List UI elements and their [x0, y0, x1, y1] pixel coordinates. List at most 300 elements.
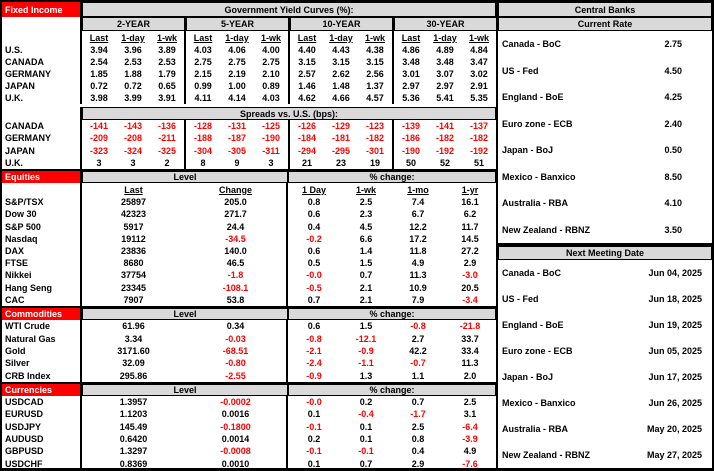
- pct-cell: 16.1: [461, 197, 479, 208]
- pct-cell: 33.4: [461, 346, 479, 357]
- bank-name: England - BoE: [502, 92, 564, 103]
- commodity-row: [2, 357, 496, 369]
- index-label: CAC: [2, 294, 82, 306]
- equity-row: [2, 282, 496, 294]
- yield-cell: 4.11: [194, 93, 212, 103]
- current-rate-list: [498, 31, 712, 243]
- col-1yr: 1-yr: [461, 184, 479, 195]
- yield-cell: 1.37: [366, 81, 384, 91]
- spread-cell: -324: [123, 145, 142, 156]
- spread-cell: -141: [89, 121, 108, 132]
- bank-rate-row: [498, 58, 712, 85]
- yield-cell: 3.48: [402, 57, 420, 67]
- bank-name: New Zealand - RBNZ: [502, 224, 591, 235]
- yield-cell: 3.89: [158, 45, 176, 55]
- bank-meeting-row: [498, 442, 712, 468]
- equities-pct-header: % change:: [288, 171, 496, 183]
- currency-row: [2, 433, 496, 445]
- change-cell: 271.7: [185, 208, 288, 220]
- yield-cell: 2.56: [366, 69, 384, 79]
- currency-row: [2, 458, 496, 470]
- index-label: Nasdaq: [2, 233, 82, 245]
- pct-cell: 1.3: [359, 370, 373, 381]
- markets-table: [2, 2, 496, 468]
- level-cell: 7907: [123, 294, 144, 305]
- pct-cell: -0.2: [306, 233, 322, 244]
- level-cell: 61.96: [122, 321, 145, 332]
- yield-cell: 4.03: [194, 45, 212, 55]
- col-last: Last: [124, 184, 143, 195]
- commodity-row: [2, 320, 496, 332]
- bank-name: Australia - RBA: [502, 424, 569, 434]
- yield-cell: 3.07: [436, 69, 454, 79]
- bank-name: Japan - BoJ: [502, 372, 554, 382]
- equity-row: [2, 257, 496, 269]
- equity-row: [2, 220, 496, 232]
- yield-cell: 3.01: [402, 69, 420, 79]
- yield-cell: 2.97: [402, 81, 420, 91]
- index-label: FTSE: [2, 257, 82, 269]
- pct-cell: -0.4: [358, 409, 374, 420]
- yield-cell: 4.84: [470, 45, 488, 55]
- section-header-commodities: Commodities: [2, 308, 82, 320]
- bank-name: New Zealand - RBNZ: [502, 450, 591, 460]
- pct-cell: 0.4: [307, 221, 321, 232]
- spread-cell: -301: [365, 145, 384, 156]
- equity-row: [2, 245, 496, 257]
- index-label: DAX: [2, 245, 82, 257]
- spread-cell: -190: [261, 133, 280, 144]
- bank-meeting-row: [498, 312, 712, 338]
- meeting-date: Jun 19, 2025: [648, 320, 702, 330]
- pct-cell: 2.1: [359, 282, 373, 293]
- pct-cell: 0.4: [411, 446, 425, 457]
- col-change: Change: [218, 184, 252, 195]
- index-label: Hang Seng: [2, 282, 82, 294]
- bank-rate-row: [498, 190, 712, 217]
- level-cell: 0.6420: [119, 434, 148, 445]
- meeting-date: Jun 18, 2025: [648, 294, 702, 304]
- change-cell: 53.8: [185, 294, 288, 306]
- yield-cell: 5.36: [402, 93, 420, 103]
- yield-cell: 5.41: [436, 93, 454, 103]
- yield-cell: 4.89: [436, 45, 454, 55]
- pct-cell: 0.2: [307, 434, 321, 445]
- pct-cell: 2.5: [411, 421, 425, 432]
- bank-meeting-row: [498, 286, 712, 312]
- pct-cell: 42.2: [409, 346, 427, 357]
- pct-cell: 4.9: [463, 446, 477, 457]
- yield-cell: 4.57: [366, 93, 384, 103]
- spread-cell: -325: [157, 145, 176, 156]
- currency-pair-label: USDJPY: [2, 421, 82, 433]
- bank-name: England - BoE: [502, 320, 564, 330]
- pct-cell: 4.5: [359, 221, 373, 232]
- bank-rate: 2.75: [664, 39, 682, 50]
- commodity-rows: [2, 320, 496, 382]
- spread-cell: 21: [301, 157, 312, 168]
- commodity-label: Natural Gas: [2, 332, 82, 344]
- spread-cell: -184: [297, 133, 316, 144]
- change-cell: -34.5: [185, 233, 288, 245]
- currencies-level-header: Level: [82, 384, 288, 396]
- pct-cell: 6.6: [359, 233, 373, 244]
- equities-level-header: Level: [82, 171, 288, 183]
- yield-cell: 4.40: [298, 45, 316, 55]
- yield-cell: 2.19: [228, 69, 246, 79]
- subheader-group: Last 1-day 1-wk: [401, 32, 489, 43]
- spread-cell: -141: [435, 121, 454, 132]
- spread-cell: -139: [401, 121, 420, 132]
- spread-cell: -311: [262, 145, 280, 156]
- index-label: Dow 30: [2, 208, 82, 220]
- spread-cell: -181: [331, 133, 350, 144]
- level-cell: 0.8369: [119, 458, 148, 469]
- pct-cell: -0.0: [306, 397, 322, 408]
- bank-name: Mexico - Banxico: [502, 171, 576, 182]
- pct-cell: 11.7: [461, 221, 479, 232]
- yield-cell: 1.88: [124, 69, 142, 79]
- bank-rate: 0.50: [664, 145, 682, 156]
- spread-cell: -192: [469, 145, 488, 156]
- pct-cell: 0.6: [307, 321, 321, 332]
- yield-cell: 2.75: [262, 57, 280, 67]
- level-cell: 8680: [123, 258, 144, 269]
- yield-cell: 3.96: [124, 45, 142, 55]
- col-group-10year: 10-YEAR: [290, 17, 394, 31]
- central-banks-title: Central Banks: [498, 2, 712, 17]
- spread-cell: -128: [193, 121, 212, 132]
- spread-cell: -182: [365, 133, 384, 144]
- bank-name: Japan - BoJ: [502, 145, 554, 156]
- yield-rows: [2, 44, 496, 104]
- meeting-date: May 20, 2025: [646, 424, 702, 434]
- change-cell: -108.1: [185, 282, 288, 294]
- level-cell: 19112: [121, 233, 146, 244]
- pct-cell: -0.9: [306, 370, 322, 381]
- next-meeting-header: Next Meeting Date: [498, 246, 712, 260]
- pct-cell: 6.7: [411, 209, 425, 220]
- change-cell: -0.0002: [185, 396, 288, 408]
- country-label: GERMANY: [2, 68, 82, 80]
- pct-cell: -0.0: [306, 270, 322, 281]
- country-label: JAPAN: [2, 80, 82, 92]
- bank-name: Canada - BoC: [502, 39, 562, 50]
- spread-cell: -129: [331, 121, 350, 132]
- pct-cell: 6.2: [463, 209, 477, 220]
- pct-cell: -21.8: [459, 321, 481, 332]
- spread-row: [2, 120, 496, 132]
- bank-rate-row: [498, 137, 712, 164]
- spread-cell: -182: [435, 133, 454, 144]
- currencies-pct-header: % change:: [288, 384, 496, 396]
- yield-cell: 5.35: [470, 93, 488, 103]
- spread-cell: 52: [439, 157, 450, 168]
- central-banks-panel: [498, 2, 712, 468]
- currency-pair-label: USDCHF: [2, 458, 82, 470]
- level-cell: 37754: [120, 270, 147, 281]
- currency-pair-label: GBPUSD: [2, 445, 82, 457]
- bank-meeting-row: [498, 364, 712, 390]
- yield-cell: 1.85: [90, 69, 108, 79]
- pct-cell: 2.5: [359, 197, 373, 208]
- bank-meeting-row: [498, 338, 712, 364]
- commodity-row: [2, 370, 496, 382]
- bank-rate: 4.10: [664, 198, 682, 209]
- spread-cell: -190: [401, 145, 420, 156]
- bank-rate-row: [498, 31, 712, 58]
- bank-name: Canada - BoC: [502, 268, 562, 278]
- change-cell: -2.55: [185, 370, 288, 382]
- change-cell: 46.5: [185, 257, 288, 269]
- yield-cell: 1.46: [298, 81, 316, 91]
- currency-row: [2, 445, 496, 457]
- level-cell: 1.1203: [119, 409, 148, 420]
- pct-cell: 0.7: [359, 270, 373, 281]
- yield-row: [2, 68, 496, 80]
- currency-row: [2, 396, 496, 408]
- yield-cell: 0.99: [194, 81, 212, 91]
- yield-cell: 1.79: [158, 69, 176, 79]
- yield-cell: 0.72: [90, 81, 108, 91]
- pct-cell: -3.9: [462, 434, 478, 445]
- spread-cell: -186: [401, 133, 420, 144]
- yield-row: [2, 56, 496, 68]
- change-cell: 0.0014: [185, 433, 288, 445]
- level-cell: 295.86: [119, 370, 148, 381]
- pct-cell: -0.1: [306, 446, 322, 457]
- meeting-date: Jun 26, 2025: [648, 398, 702, 408]
- current-rate-header: Current Rate: [498, 17, 712, 31]
- country-label: U.S.: [2, 44, 82, 56]
- yield-cell: 2.54: [90, 57, 108, 67]
- pct-cell: 0.1: [307, 458, 321, 469]
- bank-meeting-row: [498, 416, 712, 442]
- pct-cell: 7.4: [411, 197, 425, 208]
- commodity-label: Gold: [2, 345, 82, 357]
- yield-cell: 2.10: [262, 69, 280, 79]
- spread-cell: 3: [96, 157, 102, 168]
- level-cell: 1.3297: [119, 446, 148, 457]
- currency-row: [2, 421, 496, 433]
- bank-rate: 2.40: [664, 118, 682, 129]
- pct-cell: 33.7: [461, 333, 479, 344]
- equity-row: [2, 294, 496, 306]
- next-meeting-list: [498, 260, 712, 468]
- empty-label-cell: [2, 107, 82, 120]
- spread-cell: -323: [89, 145, 108, 156]
- pct-cell: -0.8: [410, 321, 426, 332]
- yield-cell: 2.62: [332, 69, 350, 79]
- spread-cell: 3: [268, 157, 274, 168]
- meeting-date: Jun 05, 2025: [648, 346, 702, 356]
- pct-cell: -3.4: [462, 294, 478, 305]
- yield-cell: 2.57: [298, 69, 316, 79]
- commodities-header-row: [2, 306, 496, 320]
- pct-cell: 1.5: [359, 321, 373, 332]
- pct-cell: 27.2: [461, 245, 479, 256]
- equity-rows: [2, 196, 496, 306]
- pct-cell: 2.7: [411, 333, 425, 344]
- change-cell: -0.80: [185, 357, 288, 369]
- yield-cell: 4.38: [366, 45, 384, 55]
- bank-meeting-row: [498, 260, 712, 286]
- pct-cell: -0.7: [410, 358, 426, 369]
- col-group-2year: 2-YEAR: [82, 17, 186, 31]
- yield-cell: 0.72: [124, 81, 142, 91]
- spread-cell: 51: [473, 157, 484, 168]
- yield-row: [2, 80, 496, 92]
- equity-row: [2, 269, 496, 281]
- pct-cell: 2.3: [359, 209, 373, 220]
- yield-cell: 3.15: [298, 57, 316, 67]
- currency-pair-label: EURUSD: [2, 408, 82, 420]
- col-1mo: 1-mo: [407, 184, 429, 195]
- spread-row: [2, 157, 496, 169]
- pct-cell: 2.0: [463, 370, 477, 381]
- col-1day: 1-day: [121, 32, 145, 43]
- commodity-row: [2, 345, 496, 357]
- pct-cell: 0.6: [307, 209, 321, 220]
- country-label: U.K.: [2, 157, 82, 169]
- currency-pair-label: AUDUSD: [2, 433, 82, 445]
- pct-cell: -3.0: [462, 270, 478, 281]
- pct-cell: -1.7: [410, 409, 426, 420]
- yield-cell: 3.98: [90, 93, 108, 103]
- spread-cell: -137: [469, 121, 488, 132]
- bank-rate: 4.50: [664, 65, 682, 76]
- maturity-header-row: [2, 17, 496, 31]
- spread-cell: 23: [335, 157, 346, 168]
- commodity-label: Silver: [2, 357, 82, 369]
- change-cell: -68.51: [185, 345, 288, 357]
- section-header-fixed-income: Fixed Income: [2, 2, 82, 17]
- pct-cell: 0.7: [411, 397, 425, 408]
- yield-subheader-row: [2, 31, 496, 44]
- yield-cell: 1.48: [332, 81, 350, 91]
- bank-name: US - Fed: [502, 294, 539, 304]
- col-1wk: 1-wk: [156, 32, 177, 43]
- pct-cell: -0.1: [306, 421, 322, 432]
- pct-cell: 17.2: [409, 233, 427, 244]
- pct-cell: -0.9: [358, 346, 374, 357]
- col-last: Last: [89, 32, 109, 43]
- bank-meeting-row: [498, 390, 712, 416]
- spread-cell: 50: [405, 157, 416, 168]
- spread-cell: -211: [158, 133, 176, 144]
- pct-cell: 0.5: [307, 258, 321, 269]
- yield-cell: 4.43: [332, 45, 350, 55]
- pct-cell: 3.1: [463, 409, 477, 420]
- index-label: S&P 500: [2, 220, 82, 232]
- pct-cell: 12.2: [409, 221, 427, 232]
- spread-rows: [2, 120, 496, 169]
- yield-cell: 0.65: [158, 81, 176, 91]
- section-header-currencies: Currencies: [2, 384, 82, 396]
- level-cell: 3.34: [124, 333, 143, 344]
- level-cell: 145.49: [119, 421, 148, 432]
- currency-row: [2, 408, 496, 420]
- spreads-header-row: [2, 107, 496, 120]
- meeting-date: Jun 17, 2025: [648, 372, 702, 382]
- pct-cell: -0.8: [306, 333, 322, 344]
- yield-cell: 3.94: [90, 45, 108, 55]
- bank-rate: 8.50: [664, 171, 682, 182]
- yield-cell: 2.91: [470, 81, 488, 91]
- level-cell: 1.3957: [119, 397, 148, 408]
- level-cell: 42323: [120, 209, 147, 220]
- spread-cell: -294: [297, 145, 316, 156]
- bank-name: Mexico - Banxico: [502, 398, 576, 408]
- change-cell: -0.03: [185, 332, 288, 344]
- equities-subheader-row: [2, 183, 496, 196]
- empty-label-cell: [2, 183, 82, 196]
- spread-cell: -126: [297, 121, 316, 132]
- col-1day: 1 Day: [301, 184, 327, 195]
- bank-name: US - Fed: [502, 65, 539, 76]
- yield-cell: 0.89: [262, 81, 280, 91]
- spreads-title: Spreads vs. U.S. (bps):: [82, 107, 496, 120]
- bank-rate-row: [498, 217, 712, 244]
- empty-label-cell: [2, 17, 82, 31]
- subheader-group: Last 1-day 1-wk: [290, 31, 394, 44]
- yield-row: [2, 92, 496, 104]
- yield-cell: 2.97: [436, 81, 454, 91]
- commodities-level-header: Level: [82, 308, 288, 320]
- pct-cell: -2.4: [306, 358, 322, 369]
- index-label: Nikkei: [2, 269, 82, 281]
- pct-cell: 11.3: [461, 358, 479, 369]
- bank-name: Euro zone - ECB: [502, 346, 573, 356]
- pct-cell: 14.5: [461, 233, 479, 244]
- yield-cell: 3.15: [332, 57, 350, 67]
- yield-cell: 2.75: [194, 57, 212, 67]
- spread-cell: -305: [227, 145, 246, 156]
- pct-cell: 11.8: [409, 245, 427, 256]
- spread-cell: 9: [234, 157, 240, 168]
- yield-cell: 4.66: [332, 93, 350, 103]
- equity-row: [2, 233, 496, 245]
- spread-cell: -188: [193, 133, 212, 144]
- change-cell: -0.0008: [185, 445, 288, 457]
- yield-cell: 2.53: [158, 57, 176, 67]
- yield-cell: 3.02: [470, 69, 488, 79]
- spread-cell: -208: [123, 133, 142, 144]
- yield-cell: 4.62: [298, 93, 316, 103]
- pct-cell: 11.3: [409, 270, 427, 281]
- change-cell: 205.0: [185, 196, 288, 208]
- level-cell: 25897: [120, 197, 147, 208]
- bank-rate-row: [498, 164, 712, 191]
- change-cell: -1.8: [185, 269, 288, 281]
- yield-cell: 2.15: [194, 69, 212, 79]
- spread-cell: -304: [193, 145, 212, 156]
- pct-cell: 2.1: [359, 294, 373, 305]
- country-label: CANADA: [2, 120, 82, 132]
- pct-cell: 2.9: [463, 258, 477, 269]
- yield-row: [2, 44, 496, 56]
- pct-cell: 4.9: [411, 258, 425, 269]
- spread-cell: -131: [227, 121, 246, 132]
- pct-cell: 2.9: [411, 458, 425, 469]
- yield-cell: 3.99: [124, 93, 142, 103]
- yield-cell: 4.86: [402, 45, 420, 55]
- pct-cell: -12.1: [355, 333, 377, 344]
- yield-cell: 4.14: [228, 93, 246, 103]
- spread-cell: -123: [365, 121, 384, 132]
- col-1wk: 1-wk: [355, 184, 376, 195]
- pct-cell: 0.7: [307, 294, 321, 305]
